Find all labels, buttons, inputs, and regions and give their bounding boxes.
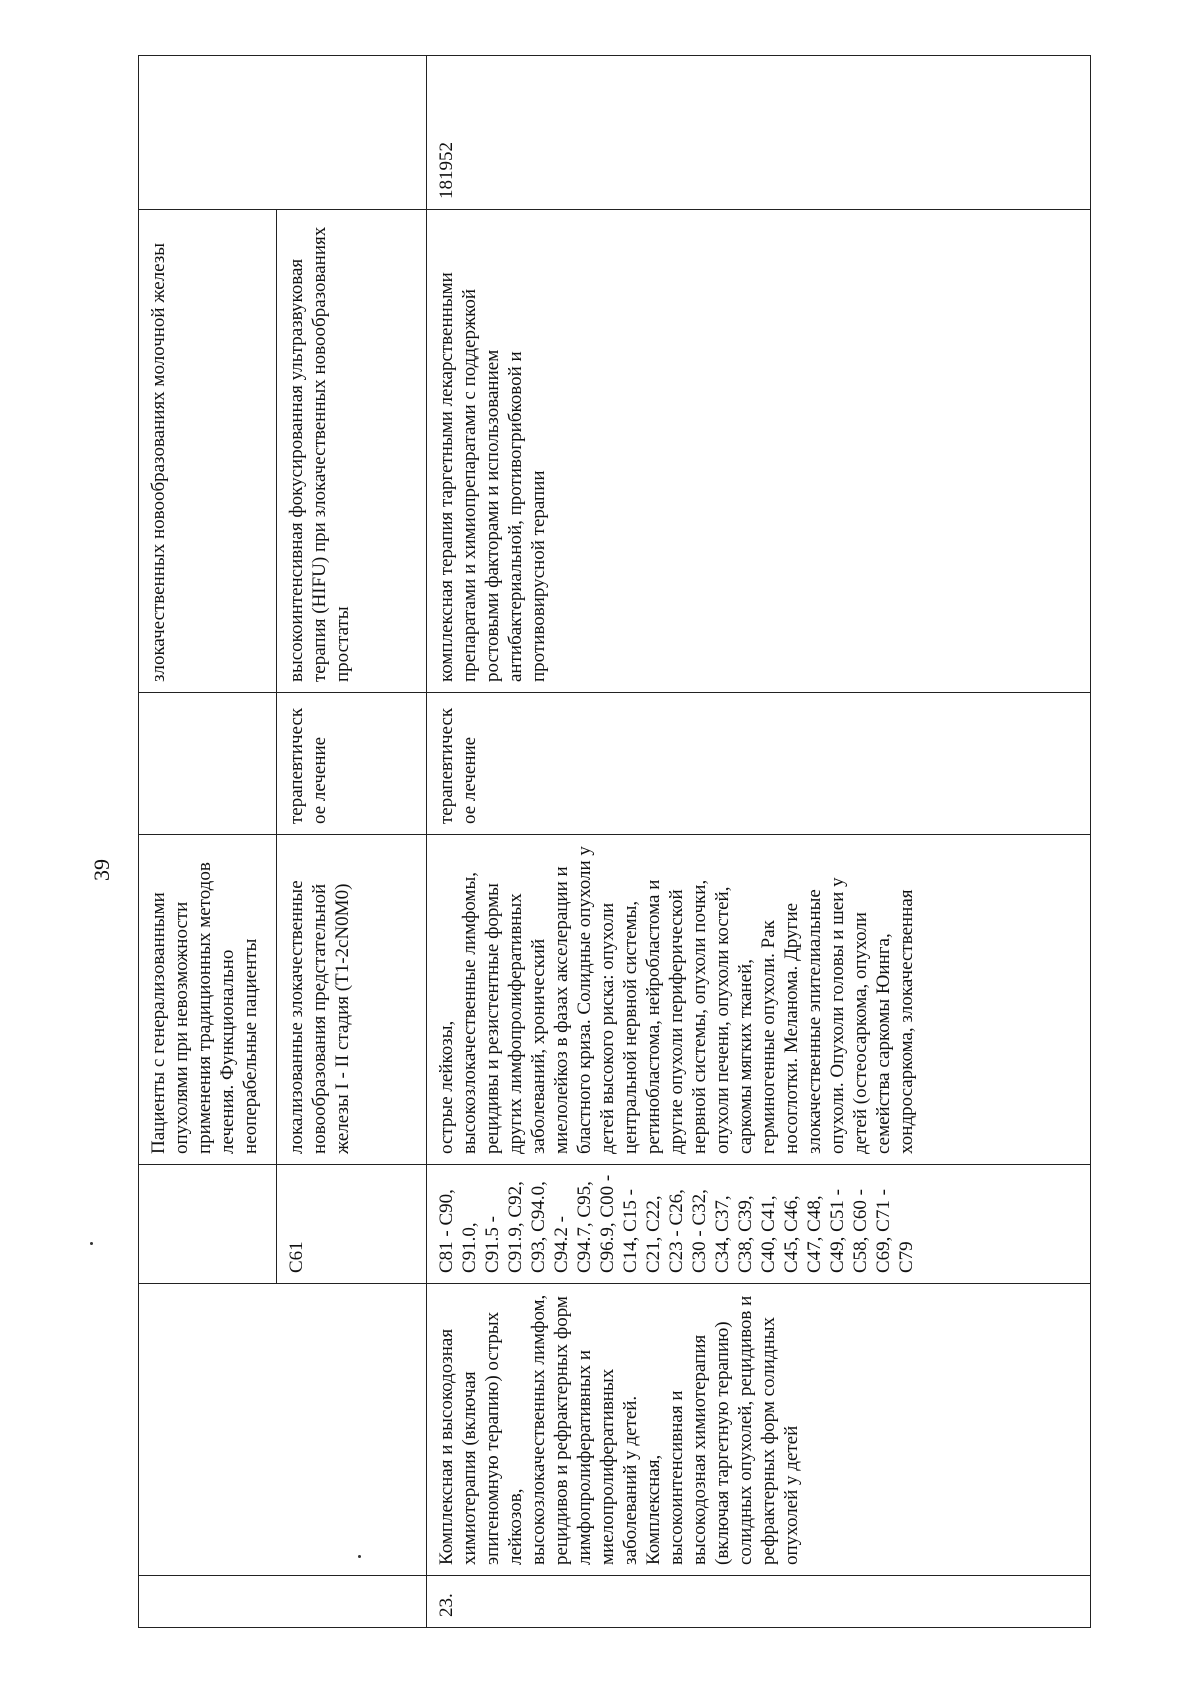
name-cell: Комплексная и высокодозная химиотерапия (включая эпигеномную терапию) острых лейкозов, высокозлокачественных лимфом, рецидивов и рефрактерных форм лимфопролиферативных и миелопролиферативных заболеваний у детей. Комплексная, высокоинтенсивная и высокодозная химиотерапия (включая таргетную терапию) солидных опухолей, рецидивов и рефрактерных форм солидных опухолей у детей: [427, 1284, 1091, 1576]
treatment-type-cell: [139, 693, 277, 835]
code-cell: C61: [277, 1165, 427, 1284]
table-row: [427, 56, 1091, 1628]
method-cell: злокачественных новообразованиях молочной железы: [139, 210, 277, 693]
method-cell: высокоинтенсивная фокусированная ультразвуковая терапия (HIFU) при злокачественных новообразованиях простаты: [277, 210, 427, 693]
page-number: 39: [89, 859, 114, 881]
scan-speck: [90, 1242, 93, 1245]
codes-cell: [139, 1165, 277, 1284]
medical-care-table: [138, 55, 1091, 1628]
cost-cell: 181952: [427, 56, 1091, 210]
codes-cell: C81 - C90, C91.0, C91.5 - C91.9, C92, C93, C94.0, C94.2 - C94.7, C95, C96.9, C00 - C14, C15 - C21, C22, C23 - C26, C30 - C32, C34, C37, C38, C39, C40, C41, C45, C46, C47, C48, C49, C51 - C58, C60 - C69, C71 - C79: [427, 1165, 1091, 1284]
row-number-cell: 23.: [427, 1576, 1091, 1628]
rotated-table-frame: [138, 56, 1090, 1628]
method-cell: комплексная терапия таргетными лекарственными препаратами и химиопрепаратами с поддержкой ростовыми факторами и использованием антибактериальной, противогрибковой и противовирусной терапии: [427, 210, 1091, 693]
name-cell: [139, 1284, 427, 1576]
table-sheet: [138, 56, 1090, 1628]
treatment-type-cell: терапевтическое лечение: [277, 693, 427, 835]
cost-cell: [139, 56, 427, 210]
model-cell: острые лейкозы, высокозлокачественные лимфомы, рецидивы и резистентные формы других лимфопролиферативных заболеваний, хронический миелолейкоз в фазах акселерации и бластного криза. Солидные опухоли у детей высокого риска: опухоли центральной нервной системы, ретинобластома, нейробластома и другие опухоли периферической нервной системы, опухоли почки, опухоли печени, опухоли костей, саркомы мягких тканей, герминогенные опухоли. Рак носоглотки. Меланома. Другие злокачественные эпителиальные опухоли. Опухоли головы и шеи у детей (остеосаркома, опухоли семейства саркомы Юинга, хондросаркома, злокачественная: [427, 835, 1091, 1165]
model-cell: Пациенты с генерализованными опухолями при невозможности применения традиционных методов лечения. Функционально неоперабельные пациенты: [139, 835, 277, 1165]
table-row: [139, 56, 277, 1628]
treatment-type-cell: терапевтическое лечение: [427, 693, 1091, 835]
row-number-cell: [139, 1576, 427, 1628]
model-cell: локализованные злокачественные новообразования предстательной железы I - II стадия (T1-2cN0M0): [277, 835, 427, 1165]
